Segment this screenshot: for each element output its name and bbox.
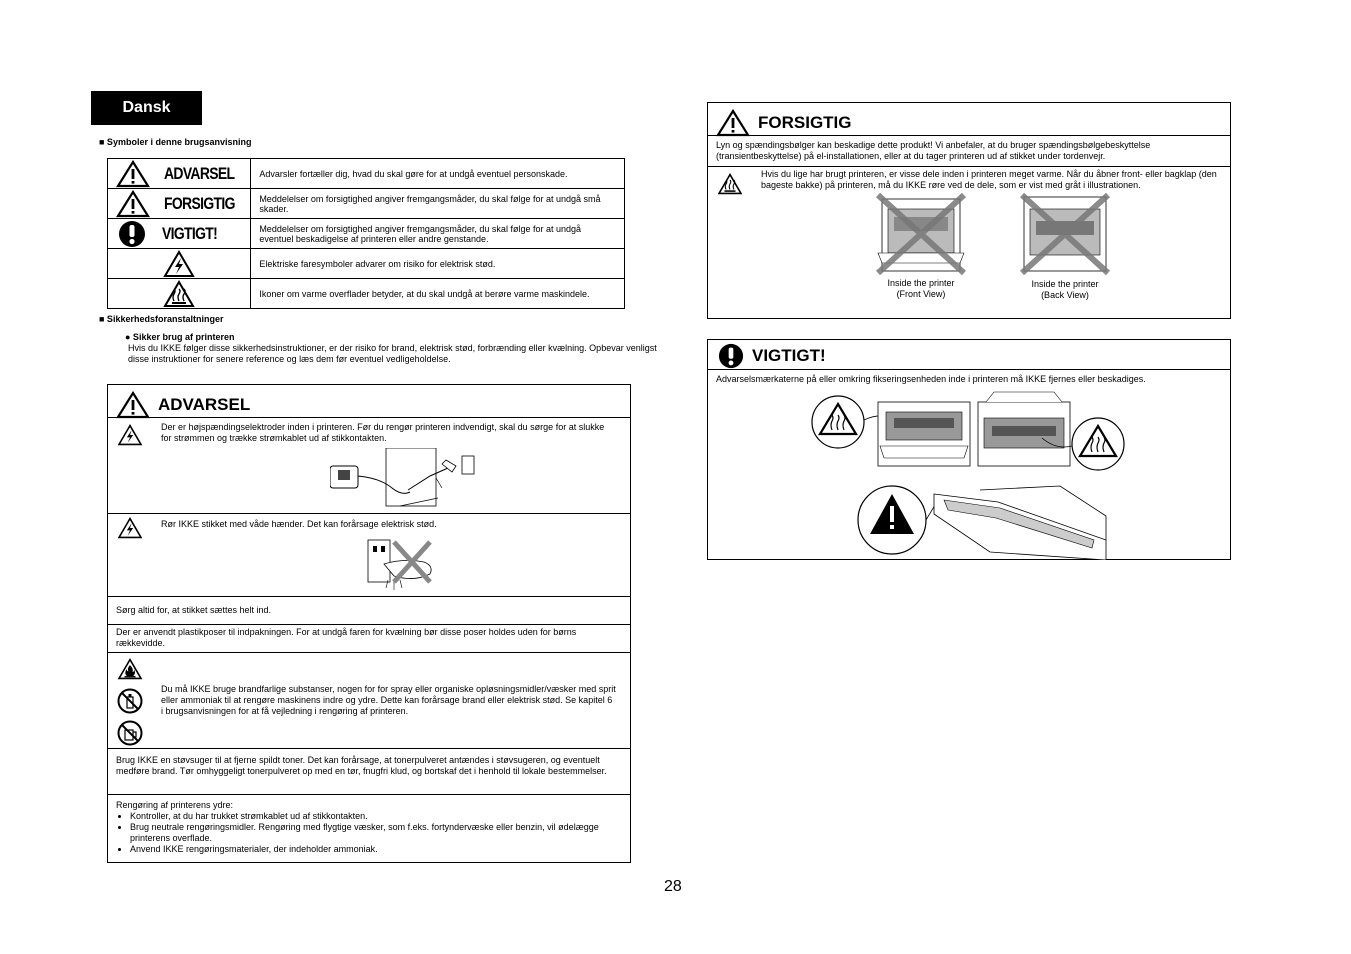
forsigtig-text-2: Hvis du lige har brugt printeren, er visse dele inden i printeren meget varme. Når du åbner front- eller bagklap (den bageste bakke) på printeren, må du IKKE røre ved de dele, som er vist med gråt i illustrationen. <box>761 169 1217 190</box>
warning-labels-illustration <box>810 390 1128 560</box>
advarsel-section <box>108 417 630 513</box>
important-exclamation-icon <box>718 343 744 369</box>
safe-use-text: Hvis du IKKE følger disse sikkerhedsinstruktioner, er der risiko for brand, elektrisk stød, forbrænding eller kvælning. Opbevar venligst disse instruktioner for senere reference og læs dem før eventuel vedligeholdelse. <box>128 343 657 364</box>
symbol-row <box>108 219 625 249</box>
electric-hazard-icon <box>117 517 143 539</box>
symbol-row <box>108 189 625 219</box>
hot-surface-icon <box>717 173 743 195</box>
forsigtig-title: FORSIGTIG <box>758 113 852 132</box>
advarsel-text-2: Rør IKKE stikket med våde hænder. Det kan forårsage elektrisk stød. <box>161 519 437 529</box>
advarsel-section <box>108 652 630 748</box>
forsigtig-section <box>708 135 1230 166</box>
symbol-description: Advarsler fortæller dig, hvad du skal gøre for at undgå eventuel personskade. <box>251 159 625 189</box>
vigtigt-box <box>707 339 1231 560</box>
printer-front-illustration <box>874 193 968 275</box>
forsigtig-text-1: Lyn og spændingsbølger kan beskadige dette produkt! Vi anbefaler, at du bruger spændingsbølgebeskyttelse (transientbeskyttelse) på el-installationen, eller at du tager printeren ud af stikket under tordenvejr. <box>716 140 1151 161</box>
advarsel-cleaning <box>116 800 606 855</box>
safety-heading: ■ Sikkerhedsforanstaltninger <box>99 314 224 324</box>
symbol-description: Ikoner om varme overflader betyder, at du skal undgå at berøre varme maskindele. <box>251 279 625 309</box>
advarsel-section <box>108 748 630 794</box>
hot-surface-icon <box>163 280 195 308</box>
symbol-description: Meddelelser om forsigtighed angiver fremgangsmåder, du skal følge for at undgå små skader. <box>251 189 625 219</box>
page-number: 28 <box>664 878 682 895</box>
no-solvent-icon <box>117 720 143 746</box>
symbol-row <box>108 249 625 279</box>
cleaning-list <box>116 811 606 855</box>
warning-triangle-icon <box>116 391 150 419</box>
warning-triangle-icon <box>116 190 150 218</box>
advarsel-text-6: Brug IKKE en støvsuger til at fjerne spildt toner. Det kan forårsage, at tonerpulveret antændes i støvsugeren, og eventuelt medføre brand. Tør omhyggeligt tonerpulveret op med en tør, fnugfri klud, og bortskaf det i henhold til lokale bestemmelser. <box>116 755 607 776</box>
advarsel-section <box>108 794 630 862</box>
language-tab: Dansk <box>91 91 202 125</box>
advarsel-text-5: Du må IKKE bruge brandfarlige substanser, nogen for for spray eller organiske opløsningsmidler/væsker med sprit eller ammoniak til at rengøre maskinens indre og ydre. Dette kan forårsage brand eller elektrisk stød. Se kapitel 6 i brugsanvisningen for at få vejledning i rengøring af printeren. <box>161 684 616 716</box>
symbol-row <box>108 279 625 309</box>
symbol-label: VIGTIGT! <box>162 223 218 243</box>
warning-triangle-icon <box>116 160 150 188</box>
advarsel-box <box>107 384 631 863</box>
advarsel-text-1: Der er højspændingselektroder inden i printeren. Før du rengør printeren indvendigt, skal du sørge for at slukke for strømmen og trække strømkablet ud af stikkontakten. <box>161 422 605 443</box>
symbol-description: Meddelelser om forsigtighed angiver fremgangsmåder, du skal følge for at undgå eventuel beskadigelse af printeren eller andre genstande. <box>251 219 625 249</box>
advarsel-section <box>108 596 630 624</box>
advarsel-section <box>108 513 630 596</box>
symbol-cell <box>108 189 251 219</box>
warning-triangle-icon <box>716 109 750 137</box>
caption-line: (Back View) <box>1041 290 1089 300</box>
symbol-label: FORSIGTIG <box>164 193 235 213</box>
wet-hands-illustration <box>364 536 440 592</box>
advarsel-text-4: Der er anvendt plastikposer til indpakningen. For at undgå faren for kvælning bør disse poser holdes uden for børns rækkevidde. <box>116 627 577 648</box>
list-item: • Anvend IKKE rengøringsmaterialer, der indeholder ammoniak. <box>130 844 606 855</box>
caption-back <box>1018 279 1112 301</box>
list-item: • Kontroller, at du har trukket strømkablet ud af stikkontakten. <box>130 811 606 822</box>
fire-hazard-icon <box>117 658 143 680</box>
symbol-cell <box>108 249 251 279</box>
unplug-illustration <box>330 448 480 508</box>
advarsel-text-3: Sørg altid for, at stikket sættes helt ind. <box>116 605 272 615</box>
symbol-cell <box>108 219 251 249</box>
caption-line: (Front View) <box>896 289 946 299</box>
vigtigt-text: Advarselsmærkaterne på eller omkring fikseringsenheden inde i printeren må IKKE fjernes eller beskadiges. <box>716 374 1146 384</box>
important-exclamation-icon <box>118 220 146 248</box>
advarsel-title: ADVARSEL <box>158 395 251 414</box>
symbol-cell <box>108 159 251 189</box>
symbol-description: Elektriske faresymboler advarer om risiko for elektrisk stød. <box>251 249 625 279</box>
safe-use-title: ● Sikker brug af printeren <box>125 332 235 342</box>
electric-hazard-icon <box>117 424 143 446</box>
symbol-label: ADVARSEL <box>164 163 235 183</box>
forsigtig-section <box>708 166 1230 318</box>
vigtigt-title: VIGTIGT! <box>752 346 826 365</box>
symbols-heading: ■ Symboler i denne brugsanvisning <box>99 137 252 147</box>
list-item: • Brug neutrale rengøringsmidler. Rengøring med flygtige væsker, som f.eks. fortyndervæske eller benzin, vil ødelægge printerens overflade. <box>130 822 606 844</box>
advarsel-section <box>108 624 630 652</box>
printer-back-illustration <box>1018 193 1112 275</box>
symbol-row <box>108 159 625 189</box>
caption-front <box>874 278 968 300</box>
symbol-cell <box>108 279 251 309</box>
symbols-table <box>107 158 625 309</box>
no-spray-icon <box>117 688 143 714</box>
forsigtig-box <box>707 102 1231 319</box>
cleaning-title: Rengøring af printerens ydre: <box>116 800 234 810</box>
caption-line: Inside the printer <box>1031 279 1099 289</box>
vigtigt-section <box>708 369 1230 559</box>
electric-hazard-icon <box>163 250 195 278</box>
caption-line: Inside the printer <box>887 278 955 288</box>
